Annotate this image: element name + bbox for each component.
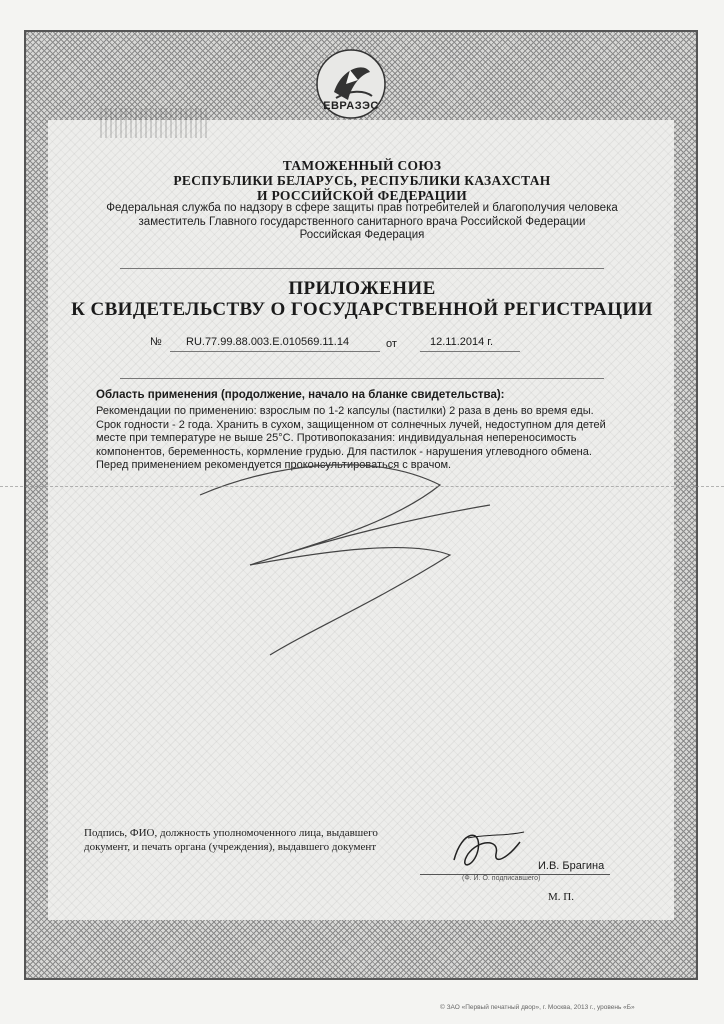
agency-line: Российская Федерация xyxy=(299,229,425,241)
seal-mark: М. П. xyxy=(548,891,574,903)
appendix-subtitle: К СВИДЕТЕЛЬСТВУ О ГОСУДАРСТВЕННОЙ РЕГИСТРАЦИИ xyxy=(71,299,653,320)
union-line: ТАМОЖЕННЫЙ СОЮЗ xyxy=(282,158,442,173)
scan-fold-line xyxy=(0,486,724,487)
date-label: от xyxy=(386,338,397,350)
appendix-title: ПРИЛОЖЕНИЕ xyxy=(288,278,436,299)
number-underline xyxy=(170,351,380,352)
handwritten-signature xyxy=(448,820,528,876)
union-line: РЕСПУБЛИКИ БЕЛАРУСЬ, РЕСПУБЛИКИ КАЗАХСТАН xyxy=(173,173,551,188)
signer-name: И.В. Брагина xyxy=(538,860,605,872)
printer-footer: © ЗАО «Первый печатный двор», г. Москва, 2013 г., уровень «Б» xyxy=(440,1004,635,1011)
union-line: И РОССИЙСКОЙ ФЕДЕРАЦИИ xyxy=(256,188,468,203)
eurasec-emblem-icon xyxy=(306,44,396,134)
registration-date: 12.11.2014 г. xyxy=(430,336,494,348)
union-header xyxy=(60,158,664,203)
scope-title: Область применения (продолжение, начало на бланке свидетельства): xyxy=(96,389,505,401)
appendix-title-block xyxy=(60,278,664,320)
faded-stamp xyxy=(100,108,210,138)
registration-number: RU.77.99.88.003.E.010569.11.14 xyxy=(186,336,350,348)
eurasec-logo xyxy=(306,44,396,134)
logo-label: ЕВРАЗЭС xyxy=(323,100,379,112)
agency-line: заместитель Главного государственного санитарного врача Российской Федерации xyxy=(138,215,586,228)
agency-line: Федеральная служба по надзору в сфере защиты прав потребителей и благополучия человека xyxy=(106,202,618,214)
signature-label: Подпись, ФИО, должность уполномоченного лица, выдавшего документ, и печать органа (учреждения), выдавшего документ xyxy=(84,827,378,853)
agency-header xyxy=(60,202,664,243)
fio-caption: (Ф. И. О. подписавшего) xyxy=(462,875,541,882)
number-label: № xyxy=(150,336,162,348)
date-underline xyxy=(420,351,520,352)
divider-line xyxy=(120,268,604,269)
scope-text: Рекомендации по применению: взрослым по 1-2 капсулы (пастилки) 2 раза в день во время еды. Срок годности - 2 года. Хранить в сухом, защищенном от солнечных лучей, недоступном для детей месте при температуре не выше 25°С. Противопоказания: индивидуальная непереносимость компонентов, беременность, кормление грудью. Для пастилок - нарушения углеводного обмена. Перед применением рекомендуется проконсультироваться с врачом. xyxy=(96,405,606,471)
divider-line xyxy=(120,378,604,379)
